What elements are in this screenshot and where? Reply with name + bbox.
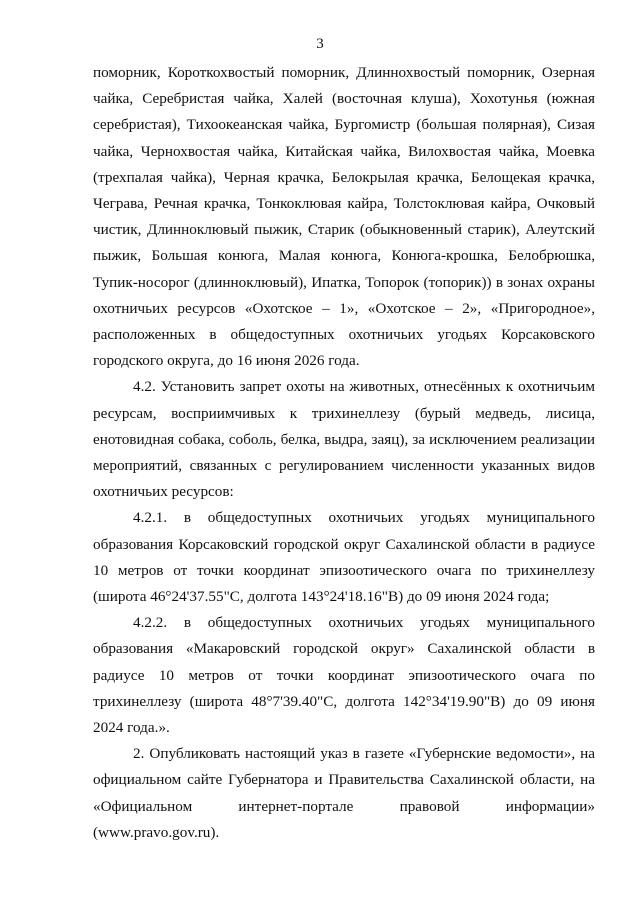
paragraph-4-2: 4.2. Установить запрет охоты на животных, отнесённых к охотничьим ресурсам, восприимчивых к трихинеллезу (бурый медведь, лисица, енотовидная собака, соболь, белка, выдра, заяц), за исключением реализации мероприятий, связанных с регулированием численности указанных видов охотничьих ресурсов: (93, 378, 595, 501)
paragraph-continuation: поморник, Короткохвостый поморник, Длиннохвостый поморник, Озерная чайка, Серебристая чайка, Халей (восточная клуша), Хохотунья (южная серебристая), Тихоокеанская чайка, Бургомистр (большая полярная), Сизая чайка, Чернохвостая чайка, Китайская чайка, Вилохвостая чайка, Моевка (трехпалая чайка), Черная крачка, Белокрылая крачка, Белощекая крачка, Чеграва, Речная крачка, Тонкоклювая кайра, Толстоклювая кайра, Очковый чистик, Длинноклювый пыжик, Старик (обыкновенный старик), Алеутский пыжик, Большая конюга, Малая конюга, Конюга-крошка, Белобрюшка, Тупик-носорог (длинноклювый), Ипатка, Топорок (топорик)) в зонах охраны охотничьих ресурсов «Охотское – 1», «Охотское – 2», «Пригородное», расположенных в общедоступных охотничьих угодьях Корсаковского городского округа, до 16 июня 2026 года. (93, 64, 595, 370)
paragraph-4-2-1: 4.2.1. в общедоступных охотничьих угодьях муниципального образования Корсаковский городской округ Сахалинской области в радиусе 10 метров от точки координат эпизоотического очага по трихинеллезу (широта 46°24'37.55"С, долгота 143°24'18.16"В) до 09 июня 2024 года; (93, 509, 595, 606)
document-body (93, 60, 595, 846)
paragraph-2-publish: 2. Опубликовать настоящий указ в газете «Губернские ведомости», на официальном сайте Губернатора и Правительства Сахалинской области, на «Официальном интернет-портале правовой информации» (www.pravo.gov.ru). (93, 745, 595, 841)
page-number: 3 (316, 36, 324, 52)
paragraph-4-2-2: 4.2.2. в общедоступных охотничьих угодьях муниципального образования «Макаровский городской округ» Сахалинской области в радиусе 10 метров от точки координат эпизоотического очага по трихинеллезу (широта 48°7'39.40"С, долгота 142°34'19.90"В) до 09 июня 2024 года.». (93, 614, 595, 737)
